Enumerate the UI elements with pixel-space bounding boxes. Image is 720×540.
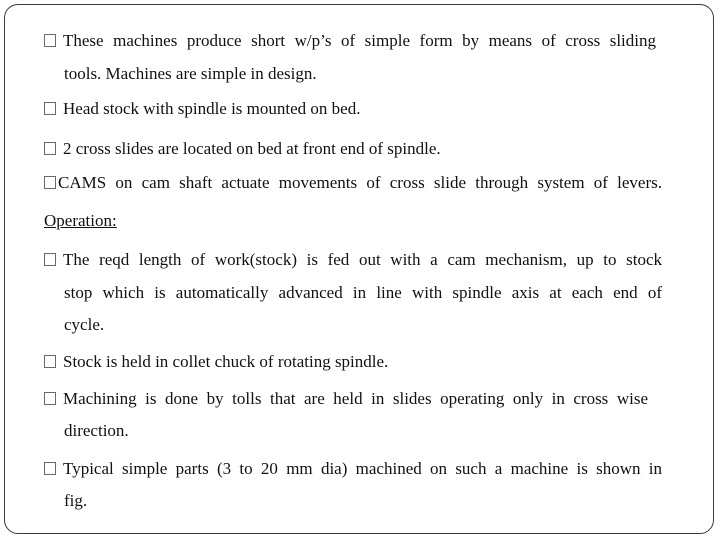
bullet-box-icon — [44, 253, 56, 266]
bullet-4 — [44, 173, 662, 193]
operation-bullet-1-line-3: cycle. — [64, 315, 105, 334]
bullet-text: 2 cross slides are located on bed at front end of spindle. — [63, 139, 441, 158]
bullet-box-icon — [44, 392, 56, 405]
operation-bullet-1-line-2: stop which is automatically advanced in line with spindle axis at each end of — [64, 283, 662, 302]
bullet-box-icon — [44, 34, 56, 47]
operation-bullet-4-line-1 — [44, 459, 662, 479]
operation-bullet-2 — [44, 352, 388, 372]
operation-bullet-3-line-2: direction. — [64, 421, 129, 440]
bullet-box-icon — [44, 462, 56, 475]
bullet-text: These machines produce short w/p’s of simple form by means of cross sliding — [63, 31, 656, 50]
operation-heading: Operation: — [44, 211, 117, 230]
bullet-text: Head stock with spindle is mounted on bed. — [63, 99, 361, 118]
operation-bullet-1-line-1 — [44, 250, 662, 270]
bullet-text: The reqd length of work(stock) is fed out with a cam mechanism, up to stock — [63, 250, 662, 269]
bullet-1-line-1 — [44, 31, 656, 51]
operation-bullet-3-line-1 — [44, 389, 648, 409]
bullet-2 — [44, 99, 360, 119]
bullet-1-line-2: tools. Machines are simple in design. — [64, 64, 317, 83]
bullet-box-icon — [44, 102, 56, 115]
bullet-text: Machining is done by tolls that are held in slides operating only in cross wise — [63, 389, 648, 408]
operation-bullet-4-line-2: fig. — [64, 491, 88, 510]
bullet-box-icon — [44, 142, 56, 155]
bullet-box-icon — [44, 176, 56, 189]
bullet-text: Typical simple parts (3 to 20 mm dia) machined on such a machine is shown in — [63, 459, 662, 478]
bullet-text: CAMS on cam shaft actuate movements of cross slide through system of levers. — [58, 173, 662, 192]
bullet-box-icon — [44, 355, 56, 368]
bullet-text: Stock is held in collet chuck of rotating spindle. — [63, 352, 389, 371]
bullet-3 — [44, 139, 441, 159]
